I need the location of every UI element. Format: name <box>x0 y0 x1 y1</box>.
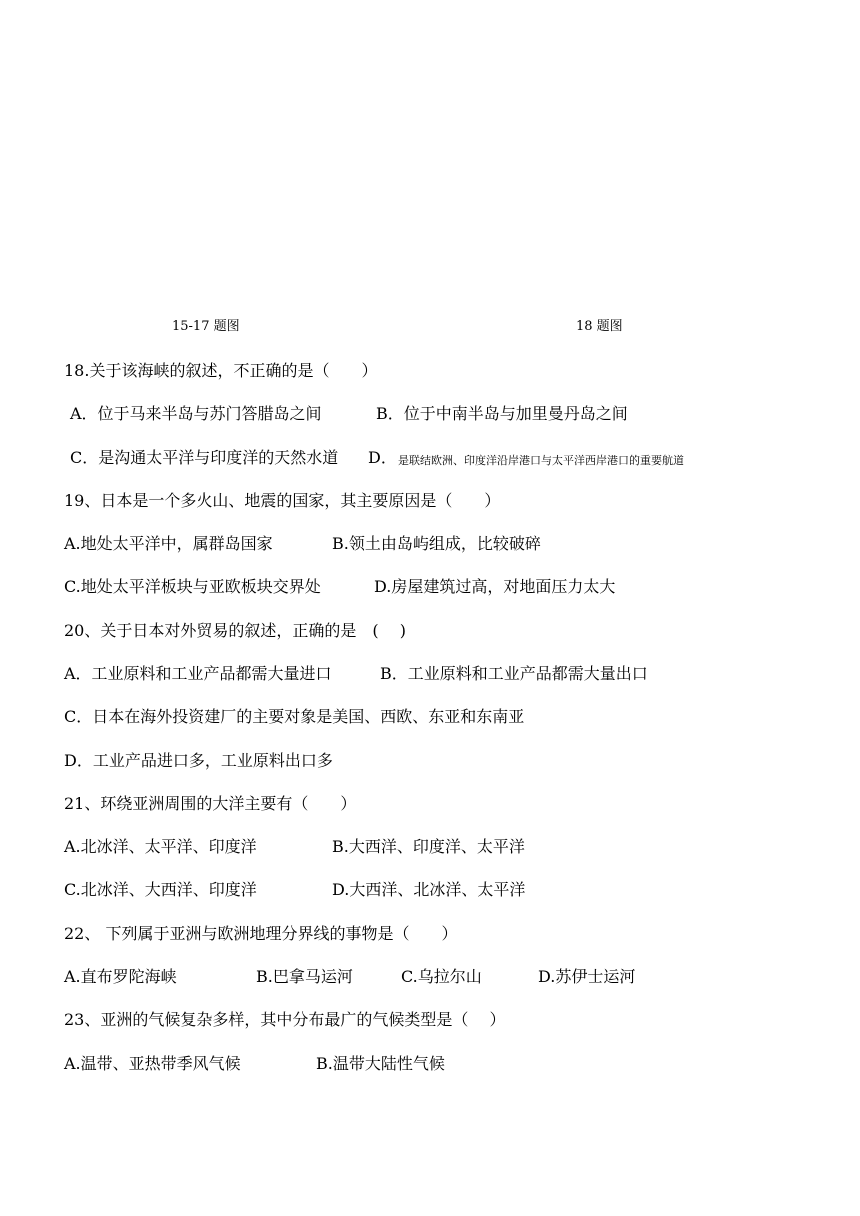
question-20-option-a: A．工业原料和工业产品都需大量进口 <box>64 664 332 683</box>
figure-caption-right: 18 题图 <box>576 319 623 334</box>
question-21-option-a: A.北冰洋、太平洋、印度洋 <box>64 837 257 856</box>
question-20-option-c: C．日本在海外投资建厂的主要对象是美国、西欧、东亚和东南亚 <box>64 707 525 726</box>
question-22-option-b: B.巴拿马运河 <box>256 967 353 986</box>
question-22-stem: 22、 下列属于亚洲与欧洲地理分界线的事物是（ ） <box>64 924 458 943</box>
question-23-stem: 23、亚洲的气候复杂多样，其中分布最广的气候类型是（ ） <box>64 1010 506 1029</box>
question-18-option-c: C．是沟通太平洋与印度洋的天然水道 <box>70 448 339 467</box>
question-19-option-b: B.领土由岛屿组成，比较破碎 <box>332 534 541 553</box>
question-20-option-b: B．工业原料和工业产品都需大量出口 <box>380 664 648 683</box>
question-18-option-b: B．位于中南半岛与加里曼丹岛之间 <box>376 404 628 423</box>
question-22-option-d: D.苏伊士运河 <box>538 967 636 986</box>
question-18-option-a: A．位于马来半岛与苏门答腊岛之间 <box>70 404 322 423</box>
question-21-option-b: B.大西洋、印度洋、太平洋 <box>332 837 525 856</box>
question-21-option-c: C.北冰洋、大西洋、印度洋 <box>64 880 257 899</box>
question-22-option-c: C.乌拉尔山 <box>401 967 482 986</box>
question-20-option-d: D．工业产品进口多，工业原料出口多 <box>64 751 333 770</box>
question-22-option-a: A.直布罗陀海峡 <box>64 967 177 986</box>
question-19-option-d: D.房屋建筑过高，对地面压力太大 <box>374 577 616 596</box>
figure-caption-left: 15-17 题图 <box>172 319 240 334</box>
question-18-option-d-text: 是联结欧洲、印度洋沿岸港口与太平洋西岸港口的重要航道 <box>398 454 684 467</box>
question-18-option-d-label: D． <box>368 448 397 467</box>
question-19-option-a: A.地处太平洋中，属群岛国家 <box>64 534 273 553</box>
question-23-option-b: B.温带大陆性气候 <box>316 1054 445 1073</box>
question-19-stem: 19、日本是一个多火山、地震的国家，其主要原因是（ ） <box>64 491 501 510</box>
question-18-stem: 18.关于该海峡的叙述，不正确的是（ ） <box>64 361 378 380</box>
question-23-option-a: A.温带、亚热带季风气候 <box>64 1054 241 1073</box>
question-19-option-c: C.地处太平洋板块与亚欧板块交界处 <box>64 577 321 596</box>
question-20-stem: 20、关于日本对外贸易的叙述，正确的是 ( ) <box>64 621 406 640</box>
question-21-option-d: D.大西洋、北冰洋、太平洋 <box>332 880 526 899</box>
question-21-stem: 21、环绕亚洲周围的大洋主要有（ ） <box>64 794 357 813</box>
